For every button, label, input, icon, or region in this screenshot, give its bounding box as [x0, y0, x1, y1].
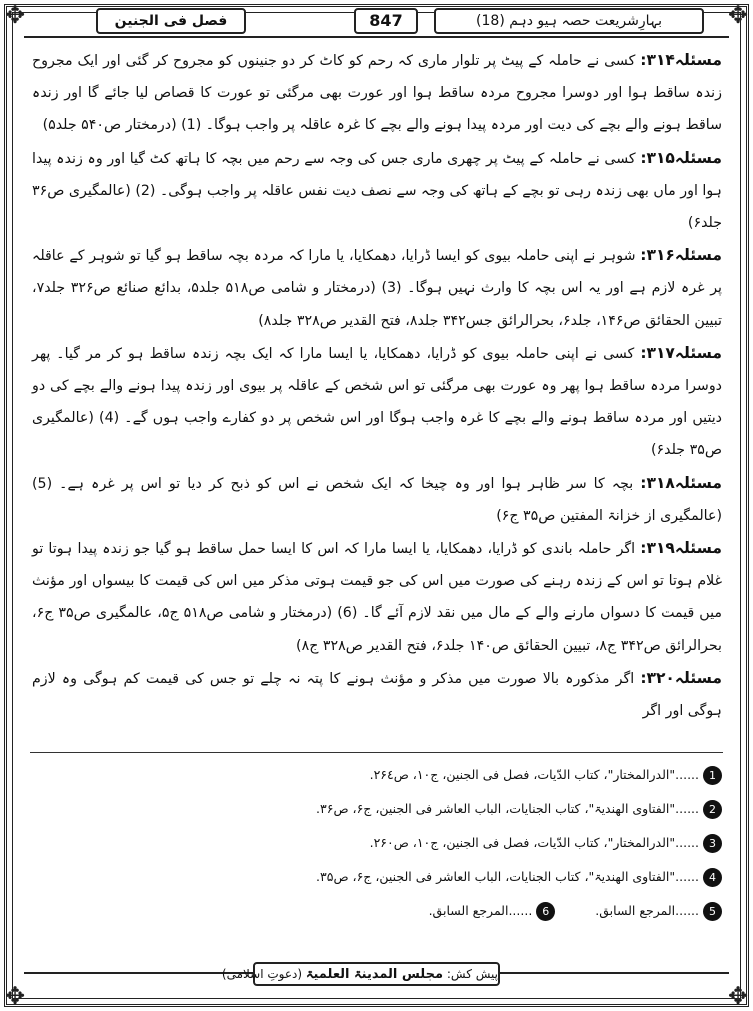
- footnote-text: ......"الدرالمختار"، کتاب الدّیات، فصل فی الجنین، ج۱۰، ص۲۶۰.: [369, 835, 699, 850]
- corner-ornament-icon: ✥: [4, 982, 26, 1010]
- masala-text: اگر حاملہ باندی کو ڈرایا، دھمکایا، یا ایسا مارا کہ اس کا ایسا حمل ساقط ہو گیا جو زندہ پیدا ہوتا تو غلام ہوتا تو اس کے زندہ رہنے کی صورت میں اس کی جو قیمت ہوتی مذکر میں اس کی قیمت کا بیسواں اور مؤنث میں قیمت کا دسواں مارنے والے کے مال میں نقد لازم آئے گا۔ (6) (درمختار و شامی ص۵۱۸ ج۵، عالمگیری ص۳۵ ج۶، بحرالرائق ص۳۴۲ ج۸، تبیین الحقائق ص۱۴۰ جلد۶، فتح القدیر ص۳۲۸ ج۸): [32, 541, 722, 654]
- footnote-5: [595, 894, 722, 928]
- corner-ornament-icon: ✥: [4, 1, 26, 29]
- main-text: [32, 44, 722, 750]
- section-title: فصل فی الجنین: [96, 8, 246, 34]
- footer-org: مجلس المدینۃ العلمیۃ: [305, 967, 444, 982]
- footnote-number: 2: [703, 800, 722, 819]
- masala-319: [32, 532, 722, 662]
- footnote-4: [32, 860, 722, 894]
- page-number: 847: [354, 8, 418, 34]
- footer-prefix: پیش کش:: [446, 967, 498, 981]
- masala-label: مسئلہ۳۱۶:: [640, 246, 722, 265]
- footnote-2: [32, 792, 722, 826]
- footnote-number: 1: [703, 766, 722, 785]
- footnote-1: [32, 758, 722, 792]
- masala-318: [32, 467, 722, 532]
- footer-suffix: (دعوتِ اسلامی): [221, 967, 303, 981]
- masala-320: [32, 662, 722, 727]
- footnote-number: 5: [703, 902, 722, 921]
- footnote-5-6: [32, 894, 722, 928]
- footnote-text: ......"الفتاوی الھندیۃ"، کتاب الجنایات، الباب العاشر فی الجنین، ج۶، ص۳۶.: [316, 801, 699, 816]
- masala-label: مسئلہ۳۱۴:: [640, 51, 722, 69]
- footnote-separator: [30, 752, 723, 753]
- masala-text: کسی نے حاملہ کے پیٹ پر چھری ماری جس کی وجہ سے رحم میں بچہ کا ہاتھ کٹ گیا اور وہ زندہ پیدا ہوا اور ماں بھی زندہ رہی تو بچے کے ہاتھ کی وجہ سے نصف دیت نفس عاقلہ پر واجب ہوگی۔ (2) (عالمگیری ص۳۶ جلد۶): [32, 150, 722, 232]
- footnote-number: 6: [536, 902, 555, 921]
- footnote-text: ......"الدرالمختار"، کتاب الدّیات، فصل فی الجنین، ج۱۰، ص۲۶٤.: [369, 767, 699, 782]
- masala-314: [32, 44, 722, 142]
- masala-label: مسئلہ۳۲۰:: [640, 668, 723, 687]
- footnote-text: ......المرجع السابق.: [595, 903, 699, 918]
- footnote-number: 4: [703, 868, 722, 887]
- masala-label: مسئلہ۳۱۷:: [640, 343, 723, 362]
- page-header: [24, 6, 729, 36]
- book-title: بہارِشریعت حصہ ہیو دہم (18): [434, 8, 704, 34]
- footnote-text: ......المرجع السابق.: [428, 903, 533, 918]
- corner-ornament-icon: ✥: [727, 982, 749, 1010]
- masala-text: شوہر نے اپنی حاملہ بیوی کو ایسا ڈرایا، دھمکایا، یا مارا کہ مردہ بچہ ساقط ہو گیا تو شوہر کے عاقلہ پر غرہ لازم ہے اور یہ اس بچہ کا وارث نہیں ہوگا۔ (3) (درمختار و شامی ص۵۱۸ جلد۵، بدائع صنائع ص۳۲۶ جلد۷، تبیین الحقائق ص۱۴۶، جلد۶، بحرالرائق جس۳۴۲ جلد۸، فتح القدیر ص۳۲۸ جلد۸): [32, 248, 722, 329]
- masala-text: بچہ کا سر ظاہر ہوا اور وہ چیخا کہ ایک شخص نے اس کو ذبح کر دیا تو اس پر غرہ ہے۔ (5) (عالمگیری از خزانۃ المفتین ص۳۵ ج۶): [32, 475, 722, 524]
- footnote-6: [429, 894, 556, 928]
- masala-315: [32, 142, 722, 240]
- masala-label: مسئلہ۳۱۵:: [640, 148, 723, 167]
- header-rule: [24, 36, 729, 38]
- masala-label: مسئلہ۳۱۹:: [640, 539, 722, 558]
- masala-text: کسی نے حاملہ کے پیٹ پر تلوار ماری کہ رحم کو کاٹ کر دو جنینوں کو مجروح کر گئی اور ایک مجروح زندہ ساقط ہوا اور دوسرا مجروح مردہ ساقط ہوا اور عورت بھی مرگئی تو عورت کا قصاص لیا جائے گا اور زندہ ساقط ہونے والے بچے کی دیت اور مردہ پیدا ہونے والے بچے کا غرہ عاقلہ پر واجب ہوگا۔ (1) (درمختار ص۵۴۰ جلد۵): [32, 53, 722, 134]
- corner-ornament-icon: ✥: [727, 1, 749, 29]
- masala-text: کسی نے اپنی حاملہ بیوی کو ڈرایا، دھمکایا، یا ایسا مارا کہ ایک بچہ زندہ ساقط ہو کر مر گیا۔ پھر دوسرا مردہ ساقط ہوا پھر وہ عورت بھی مرگئی تو اس شخص کے عاقلہ پر بیوی اور زندہ پیدا ہونے والے بچے کی دو دیتیں اور مردہ ساقط ہونے والے بچے کا غرہ واجب ہوگا اور اس شخص پر دو کفارے واجب ہوں گے۔ (4) (عالمگیری ص۳۵ جلد۶): [32, 345, 722, 459]
- footnote-number: 3: [703, 834, 722, 853]
- masala-317: [32, 337, 722, 467]
- masala-316: [32, 239, 722, 337]
- footnote-3: [32, 826, 722, 860]
- masala-text: اگر مذکورہ بالا صورت میں مذکر و مؤنث ہونے کا پتہ نہ چلے تو جس کی قیمت کم ہوگی وہ لازم ہوگی اور اگر: [32, 670, 722, 720]
- footnotes: [32, 758, 722, 928]
- footnote-text: ......"الفتاوی الھندیۃ"، کتاب الجنایات، الباب العاشر فی الجنین، ج۶، ص۳۵.: [316, 869, 699, 884]
- page-footer: [221, 962, 500, 986]
- masala-label: مسئلہ۳۱۸:: [640, 473, 722, 492]
